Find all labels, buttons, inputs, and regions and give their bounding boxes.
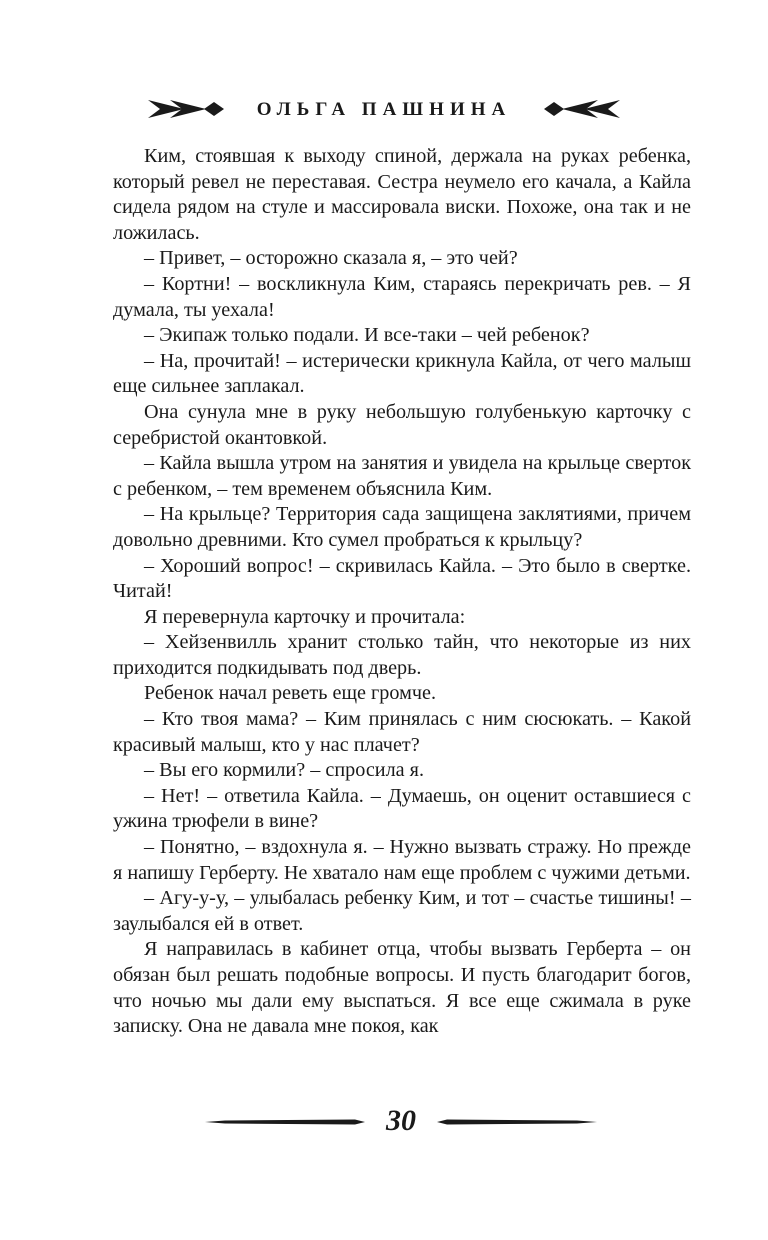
page-footer: [205, 1104, 597, 1144]
running-header: [120, 92, 648, 128]
right-ornament-icon: [542, 98, 622, 120]
right-footer-rule-icon: [437, 1118, 597, 1126]
paragraph-4: – Экипаж только подали. И все-таки – чей ребенок?: [144, 324, 590, 347]
paragraph-17: – Агу-у-у, – улыбалась ребенку Ким, и тот – счастье тишины! – заулыбался ей в ответ.: [113, 887, 691, 935]
paragraph-18: Я направилась в кабинет отца, чтобы вызвать Герберта – он обязан был решать подобные вопросы. И пусть благодарит богов, что ночью мы дали ему выспаться. Я все еще сжимала в руке записку. Она не давала мне покоя, как: [113, 938, 691, 1038]
page-body: [113, 144, 691, 1040]
author-name: ОЛЬГА ПАШНИНА: [256, 99, 512, 120]
paragraph-11: – Хейзенвилль хранит столько тайн, что некоторые из них приходится подкидывать под дверь.: [113, 631, 691, 679]
paragraph-6: Она сунула мне в руку небольшую голубенькую карточку с серебристой окантовкой.: [113, 400, 691, 449]
paragraph-10: Я перевернула карточку и прочитала:: [144, 605, 466, 628]
paragraph-2: – Привет, – осторожно сказала я, – это чей?: [144, 247, 518, 270]
left-ornament-icon: [146, 98, 226, 120]
paragraph-5: – На, прочитай! – истерически крикнула Кайла, от чего малыш еще сильнее заплакал.: [113, 349, 691, 398]
paragraph-16: – Понятно, – вздохнула я. – Нужно вызвать стражу. Но прежде я напишу Герберту. Не хватало нам еще проблем с чужими детьми.: [113, 836, 691, 884]
paragraph-13: – Кто твоя мама? – Ким принялась с ним сюсюкать. – Какой красивый малыш, кто у нас плачет?: [113, 708, 691, 756]
paragraph-9: – Хороший вопрос! – скривилась Кайла. – Это было в свертке. Читай!: [113, 554, 691, 603]
paragraph-8: – На крыльце? Территория сада защищена заклятиями, причем довольно древними. Кто сумел пробраться к крыльцу?: [113, 503, 691, 551]
paragraph-1: Ким, стоявшая к выходу спиной, держала на руках ребенка, который ревел не переставая. Сестра неумело его качала, а Кайла сидела рядом на стуле и массировала виски. Похоже, она так и не ложилась.: [113, 145, 691, 244]
paragraph-14: – Вы его кормили? – спросила я.: [144, 759, 424, 782]
page-number: 30: [386, 1104, 416, 1137]
paragraph-3: – Кортни! – воскликнула Ким, стараясь перекричать рев. – Я думала, ты уехала!: [113, 272, 691, 321]
paragraph-15: – Нет! – ответила Кайла. – Думаешь, он оценит оставшиеся с ужина трюфели в вине?: [113, 784, 691, 833]
paragraph-7: – Кайла вышла утром на занятия и увидела на крыльце сверток с ребенком, – тем временем объяснила Ким.: [113, 452, 691, 500]
paragraph-12: Ребенок начал реветь еще громче.: [144, 682, 437, 705]
